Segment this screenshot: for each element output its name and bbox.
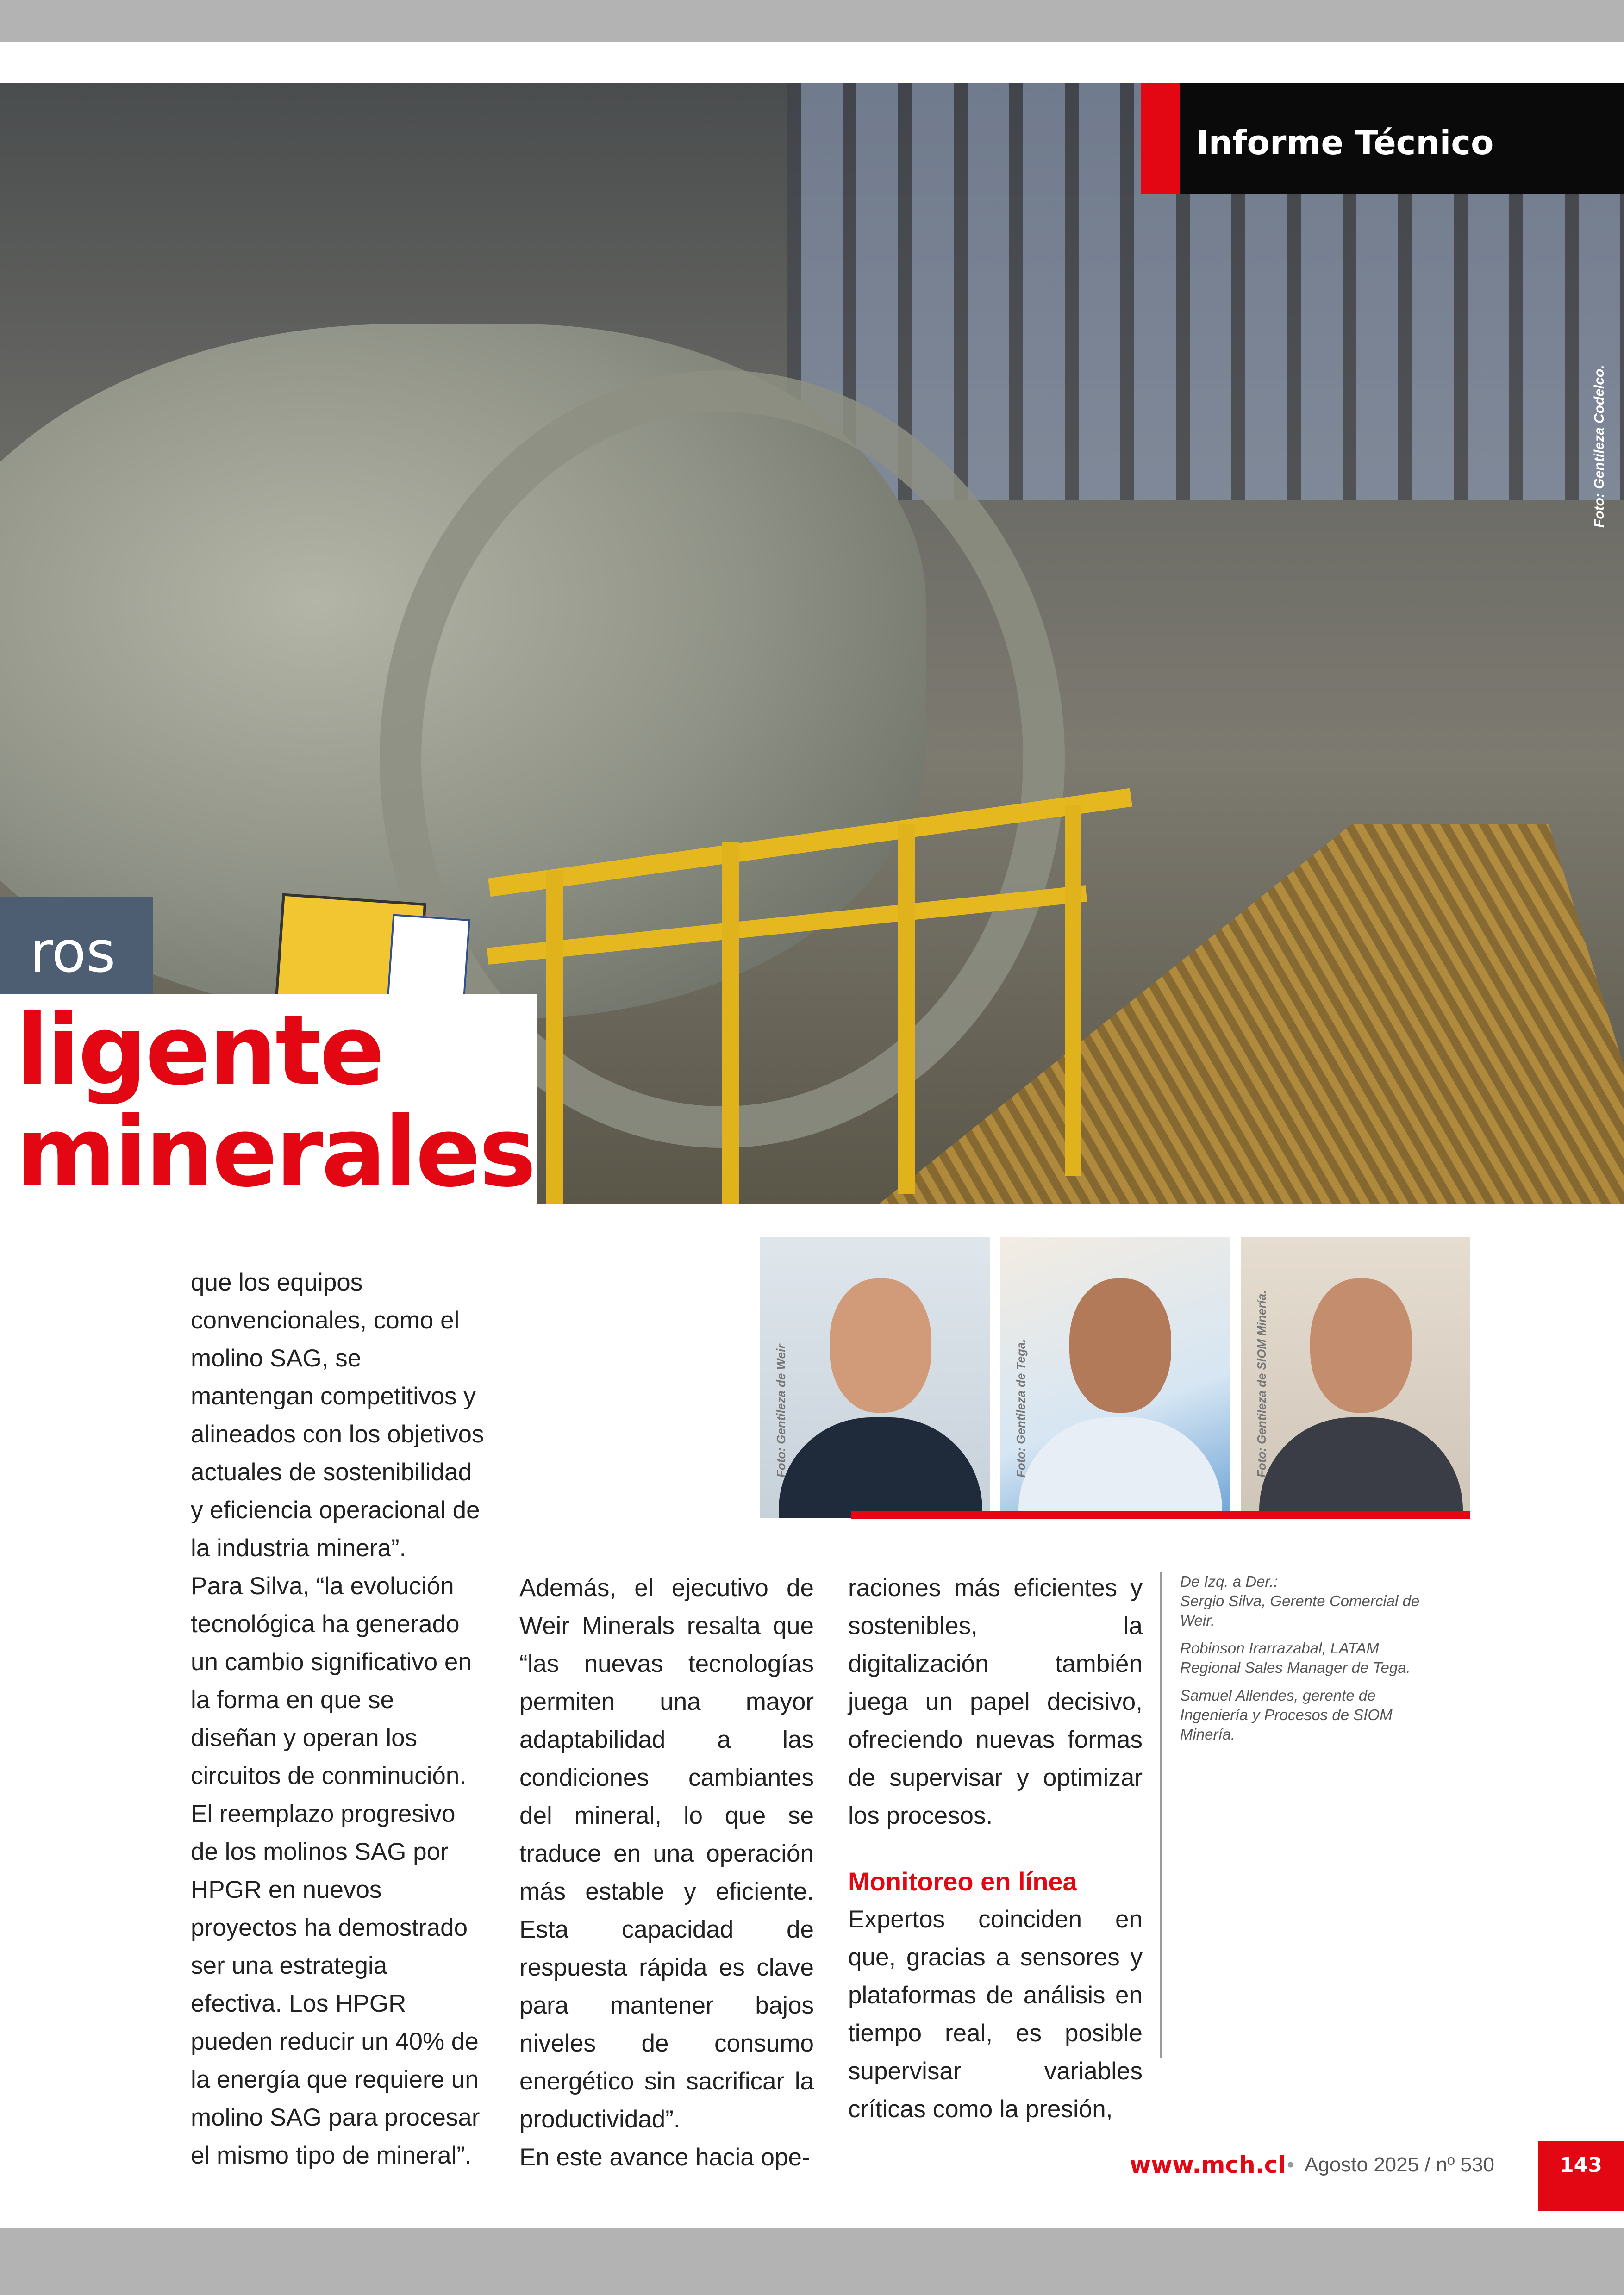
photo-caption	[1160, 1572, 1439, 2058]
portrait-credit: Foto: Gentileza de SIOM Minería.	[1255, 1290, 1268, 1478]
col3-paragraph-2: Expertos coinciden en que, gracias a sensores y plataformas de análisis en tiempo real, es posible supervisar variables críticas como la presión,	[848, 1906, 1143, 2123]
section-tag	[1141, 83, 1624, 194]
portrait-sergio-silva	[760, 1237, 990, 1518]
bottom-margin-band	[0, 2228, 1624, 2295]
title-line-1: ligente	[16, 995, 383, 1107]
title-grey-block	[0, 897, 153, 994]
hero-railing-post	[546, 870, 563, 1204]
col1-paragraph-1: que los equipos convencionales, como el molino SAG, se mantengan competitivos y alineados con los objetivos actuales de sostenibilidad y eficiencia operacional de la industria minera”.	[191, 1269, 484, 1562]
caption-line: Robinson Irarrazabal, LATAM Regional Sales Manager de Tega.	[1180, 1640, 1411, 1676]
hero-photo-credit: Foto: Gentileza Codelco.	[1592, 365, 1607, 528]
section-subheading: Monitoreo en línea	[848, 1867, 1077, 1896]
portraits-strip	[760, 1237, 1470, 1518]
col1-paragraph-2: Para Silva, “la evolución tecnológica ha generado un cambio significativo en la forma en que se diseñan y operan los circuitos de conminución. El reemplazo progresivo de los molinos SAG por HPGR en nuevos proyectos ha demostrado ser una estrategia efectiva. Los HPGR pueden reducir un 40% de la energía que requiere un molino SAG para procesar el mismo tipo de mineral”.	[191, 1572, 480, 2169]
col2-paragraph-2: En este avance hacia ope-	[519, 2144, 810, 2171]
page-number-box	[1538, 2141, 1624, 2211]
hero-railing-post	[722, 842, 739, 1204]
section-tag-accent	[1141, 83, 1180, 194]
caption-line: Samuel Allendes, gerente de Ingeniería y Procesos de SIOM Minería.	[1180, 1687, 1393, 1743]
page-number: 143	[1560, 2153, 1602, 2177]
hero-railing-post	[1065, 805, 1081, 1176]
text-column-3	[848, 1569, 1143, 2128]
footer-url: www.mch.cl	[1130, 2152, 1286, 2178]
portrait-credit: Foto: Gentileza de Tega.	[1014, 1339, 1028, 1478]
footer-issue: Agosto 2025 / nº 530	[1305, 2153, 1494, 2176]
top-margin-band	[0, 0, 1624, 42]
portrait-samuel-allendes	[1241, 1237, 1470, 1518]
col2-paragraph-1: Además, el ejecutivo de Weir Minerals resalta que “las nuevas tecnologías permiten una mayor adaptabilidad a las condiciones cambiantes del mineral, lo que se traduce en una operación más estable y eficiente. Esta capacidad de respuesta rápida es clave para mantener bajos niveles de consumo energético sin sacrificar la productividad”.	[519, 1574, 814, 2133]
text-column-2	[519, 1569, 814, 2177]
portrait-robinson-irarrazabal	[1000, 1237, 1230, 1518]
portrait-credit: Foto: Gentileza de Weir	[774, 1344, 788, 1478]
title-grey-fragment: ros	[30, 919, 116, 985]
text-column-1	[191, 1264, 485, 2175]
portraits-red-bar	[851, 1511, 1470, 1519]
title-line-2: minerales	[16, 1097, 535, 1209]
footer-separator: •	[1287, 2153, 1294, 2176]
section-tag-label: Informe Técnico	[1196, 123, 1494, 162]
article-title	[16, 995, 535, 1209]
col3-paragraph-1: raciones más eficientes y sostenibles, la digitalización también juega un papel decisivo, ofreciendo nuevas formas de supervisar y optimizar los procesos.	[848, 1574, 1143, 1829]
caption-line: De Izq. a Der.: Sergio Silva, Gerente Comercial de Weir.	[1180, 1573, 1420, 1629]
hero-railing-post	[898, 824, 915, 1194]
